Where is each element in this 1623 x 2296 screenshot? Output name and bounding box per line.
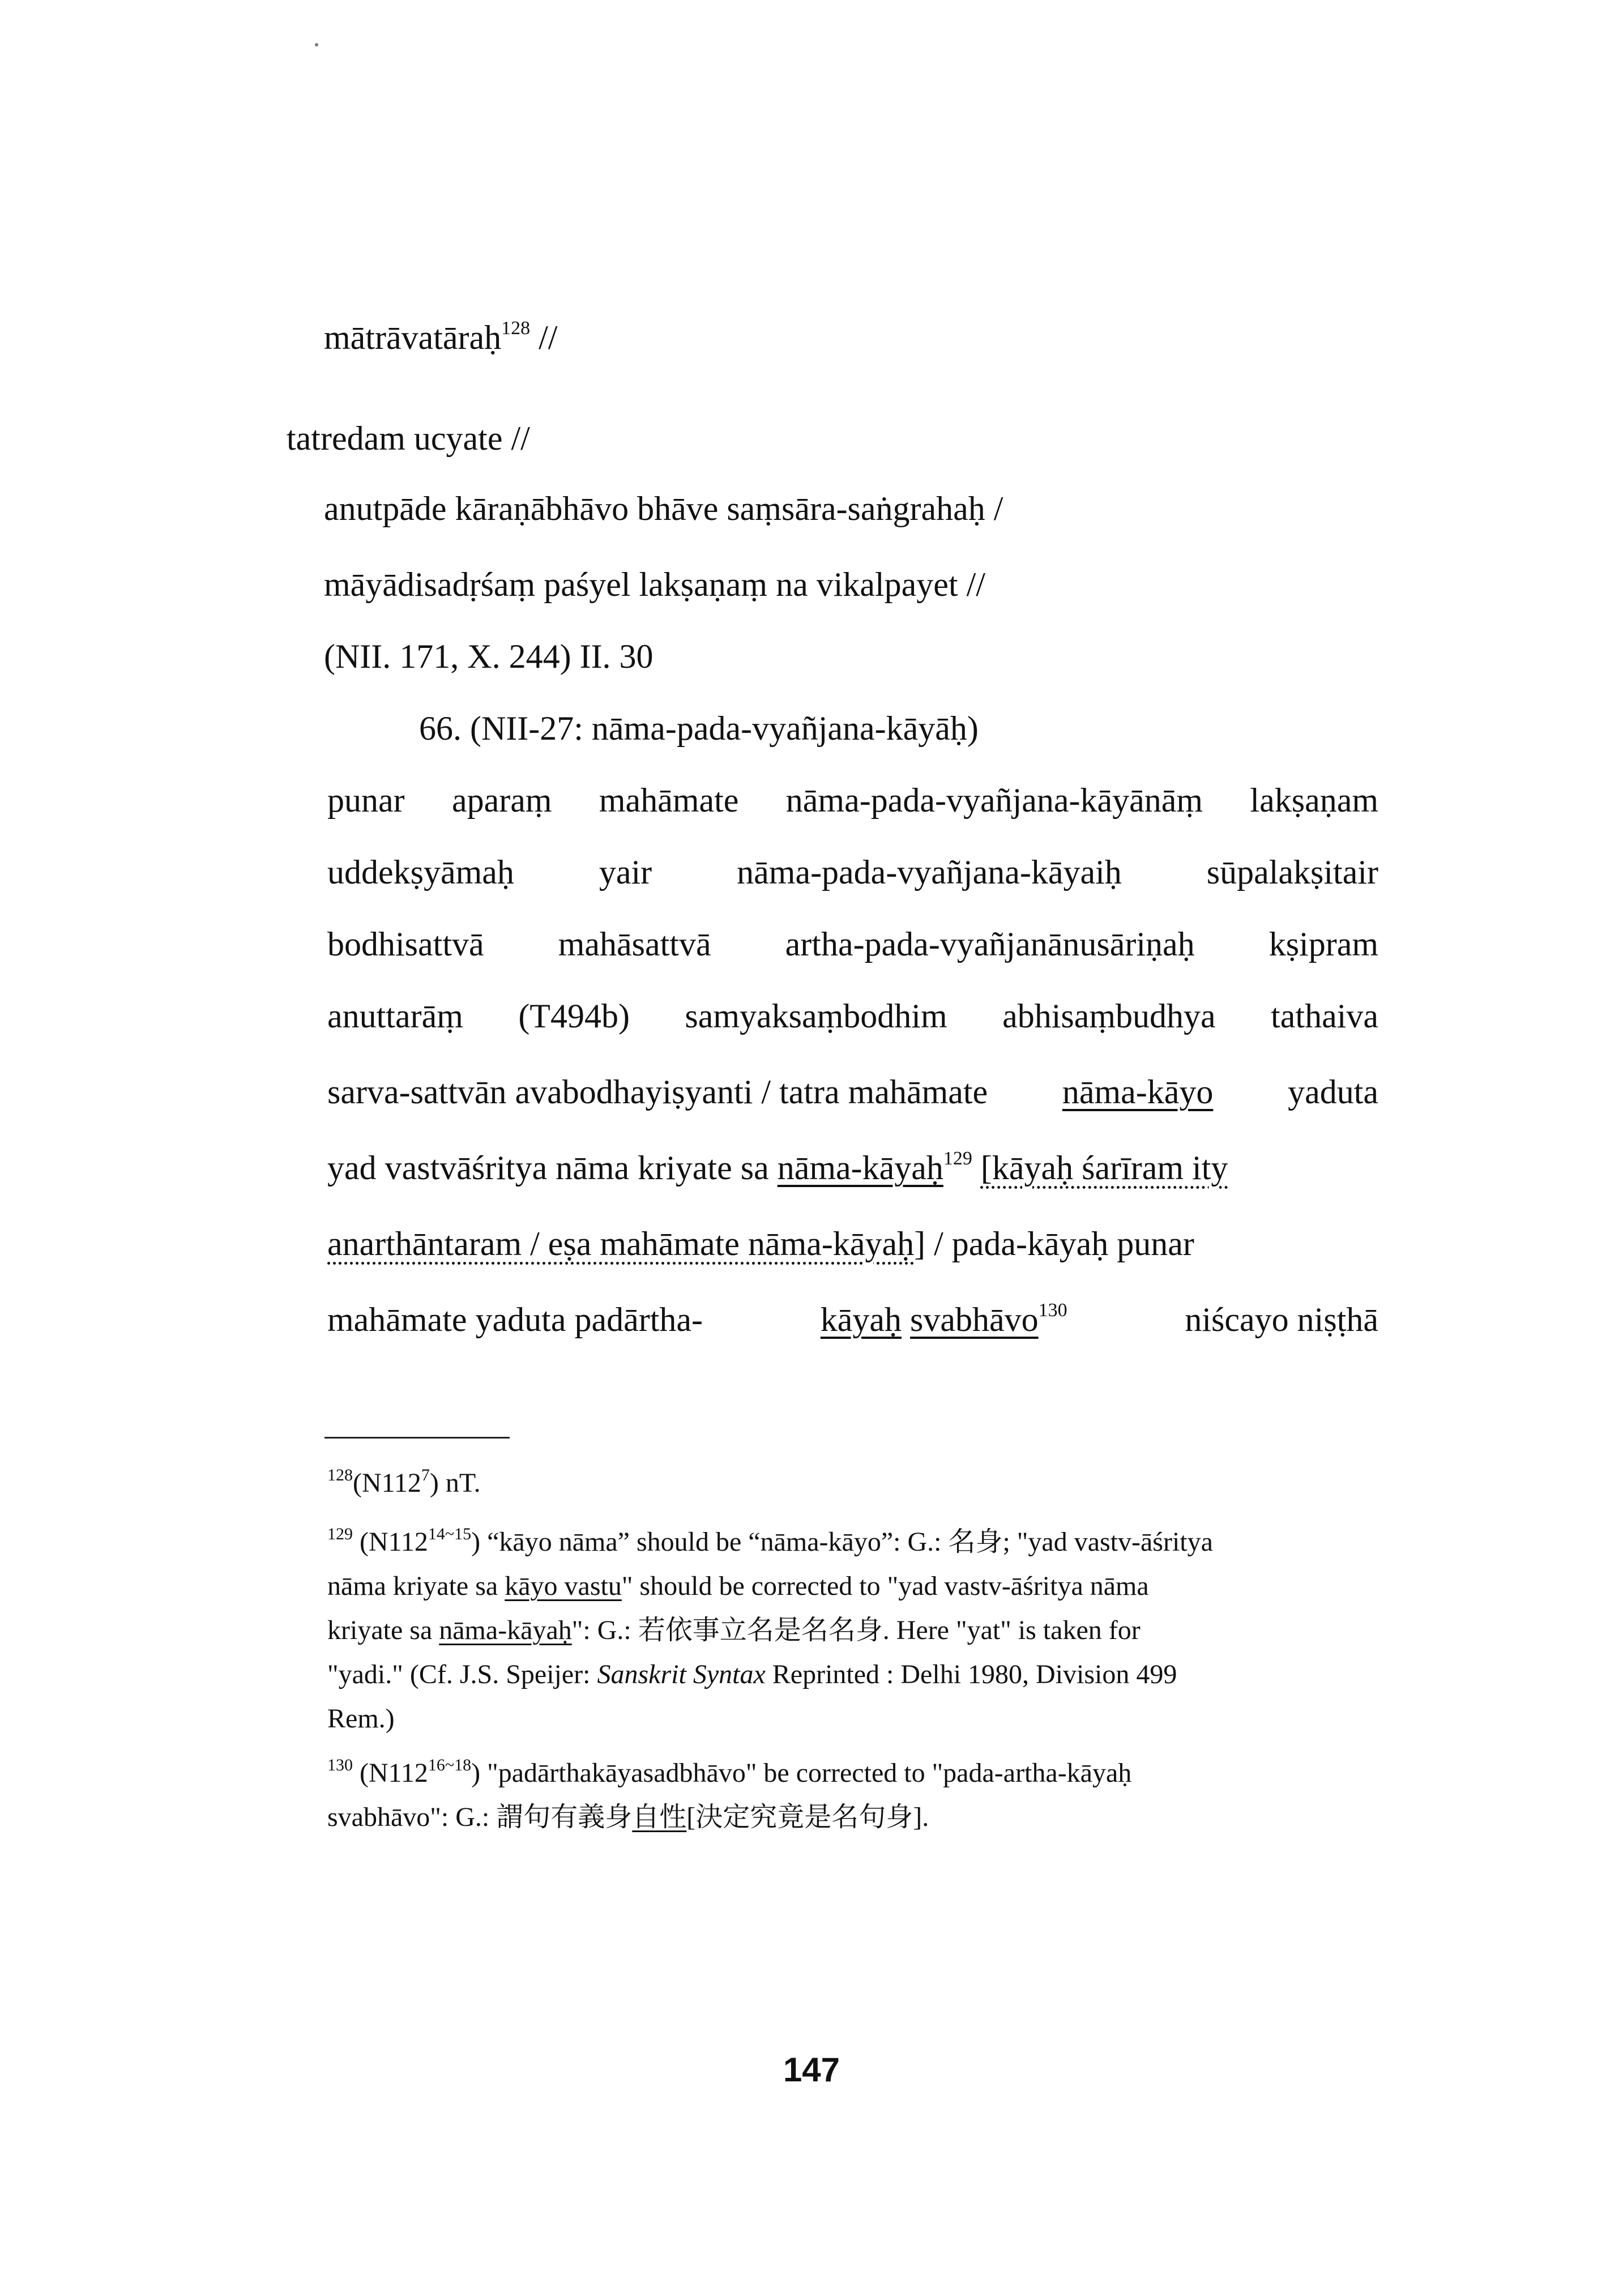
text-line-2: tatredam ucyate // — [287, 420, 530, 457]
text-line-11: sarva-sattvān avabodhayiṣyanti / tatra mahāmate nāma-kāyo yaduta — [327, 1069, 1378, 1115]
verse-line-1: anutpāde kāraṇābhāvo bhāve saṃsāra-saṅgrahaḥ / — [324, 490, 1003, 527]
underlined-kayah: kāyaḥ — [820, 1301, 902, 1338]
dotted-underlined-insertion: [kāyaḥ śarīram ity — [980, 1149, 1228, 1187]
footnote-ref-130: 130 — [1038, 1300, 1067, 1321]
underlined-svabhavo: svabhāvo — [910, 1301, 1039, 1338]
footnote-129-line-1: $^{129}$ $(N112^{14\sim 15})$ “kāyo nāma” should be “nāma-kāyo”: G.: 名身; "yad vastv-āśritya — [327, 1525, 1213, 1557]
footnote-number-128: 128 — [327, 1466, 353, 1484]
footnote-ref-128: 128 — [501, 318, 531, 339]
text-line-9: bodhisattvā mahāsattvā artha-pada-vyañjanānusāriṇaḥ kṣipram — [327, 925, 1378, 963]
footnote-separator — [324, 1437, 510, 1439]
verse-reference: (NII. 171, X. 244) II. 30 — [324, 638, 654, 675]
verse-line-2: māyādisadṛśaṃ paśyel lakṣaṇaṃ na vikalpayet // — [324, 566, 985, 603]
dotted-underlined-insertion-cont: anarthāntaram / eṣa mahāmate nāma-kāyaḥ — [327, 1225, 915, 1262]
text-line-13: anarthāntaram / eṣa mahāmate nāma-kāyaḥ] / pada-kāyaḥ punar — [327, 1225, 1194, 1262]
footnote-129-line-2: nāma kriyate sa kāyo vastu" should be corrected to "yad vastv-āśritya nāma — [327, 1571, 1149, 1601]
footnote-129-line-4: "yadi." (Cf. J.S. Speijer: Sanskrit Syntax Reprinted : Delhi 1980, Division 499 — [327, 1659, 1177, 1689]
footnote-129-line-5: Rem.) — [327, 1704, 395, 1734]
underlined-nama-kayo: nāma-kāyo — [1062, 1073, 1214, 1111]
speck — [315, 43, 318, 46]
text-line-12: yad vastvāśritya nāma kriyate sa nāma-kāyaḥ$^{129}$ [kāyaḥ śarīram ity — [327, 1148, 1228, 1187]
underlined-nama-kayah: nāma-kāyaḥ — [777, 1149, 943, 1187]
page-number: 147 — [783, 2051, 840, 2089]
footnote-128: $^{128}(N112^7)$ nT. — [327, 1466, 481, 1498]
text-line-8: uddekṣyāmaḥ yair nāma-pada-vyañjana-kāyaiḥ sūpalakṣitair — [327, 853, 1378, 891]
footnote-130-line-2: svabhāvo": G.: 謂句有義身自性[決定究竟是名句身]. — [327, 1802, 929, 1832]
footnote-number-130: 130 — [327, 1756, 353, 1774]
section-heading: 66. (NII-27: nāma-pada-vyañjana-kāyāḥ) — [419, 710, 979, 747]
footnote-number-129: 129 — [327, 1525, 353, 1543]
footnote-ref-129: 129 — [943, 1148, 972, 1169]
footnote-129-line-3: kriyate sa nāma-kāyaḥ": G.: 若依事立名是名名身. Here "yat" is taken for — [327, 1615, 1141, 1645]
text-line-1: mātrāvatāraḥ$^{128}$ // — [324, 318, 558, 356]
text-line-14: mahāmate yaduta padārtha- kāyaḥ svabhāvo$^{130}$ niścayo niṣṭhā — [327, 1300, 1378, 1338]
text-line-7: punar aparaṃ mahāmate nāma-pada-vyañjana-kāyānāṃ lakṣaṇam — [327, 782, 1378, 819]
text-line-10: anuttarāṃ (T494b) samyaksaṃbodhim abhisaṃbudhya tathaiva — [327, 997, 1378, 1035]
footnote-130-line-1: $^{130}$ $(N112^{16\sim 18})$ "padārthakāyasadbhāvo" be corrected to "pada-artha-kāyaḥ — [327, 1756, 1132, 1788]
